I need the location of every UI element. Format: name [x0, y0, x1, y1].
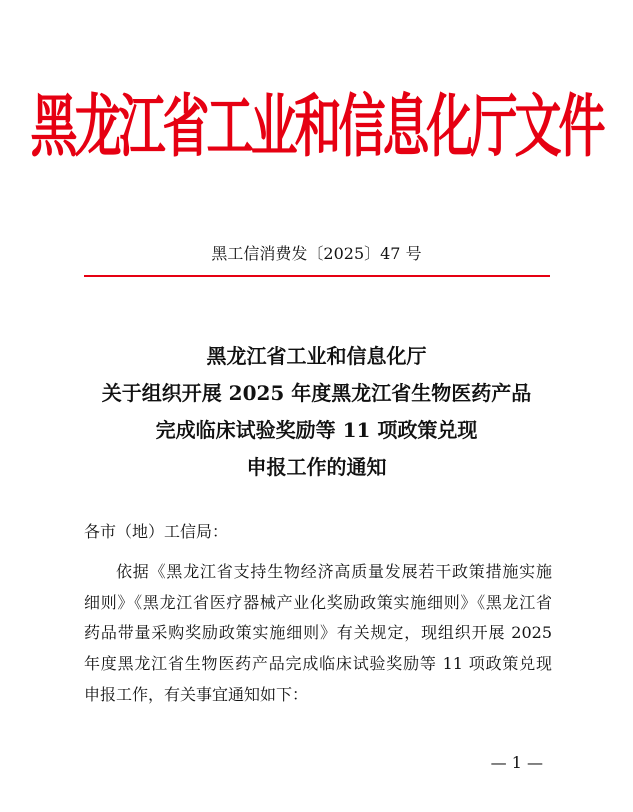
title-line: 关于组织开展 2025 年度黑龙江省生物医药产品	[101, 381, 532, 405]
red-divider-line	[84, 275, 550, 277]
page-number: — 1 —	[490, 753, 543, 772]
paragraph-line: 申报工作，有关事宜通知如下：	[84, 684, 309, 704]
paragraph-line: 药品带量采购奖励政策实施细则》有关规定，现组织开展 2025	[84, 623, 552, 643]
title-line: 黑龙江省工业和信息化厅	[206, 344, 427, 368]
document-number: 黑工信消费发〔2025〕47 号	[211, 244, 422, 263]
salutation: 各市（地）工信局：	[84, 522, 229, 541]
title-line: 完成临床试验奖励等 11 项政策兑现	[155, 418, 478, 442]
paragraph-line: 年度黑龙江省生物医药产品完成临床试验奖励等 11 项政策兑现	[84, 654, 552, 674]
title-line: 申报工作的通知	[246, 455, 387, 479]
document-title	[0, 338, 633, 486]
paragraph-line: 细则》《黑龙江省医疗器械产业化奖励政策实施细则》《黑龙江省	[84, 592, 552, 612]
issuer-masthead: 黑龙江省工业和信息化厅文件	[30, 87, 603, 168]
body-paragraph	[84, 557, 552, 711]
paragraph-line: 依据《黑龙江省支持生物经济高质量发展若干政策措施实施	[116, 562, 552, 581]
